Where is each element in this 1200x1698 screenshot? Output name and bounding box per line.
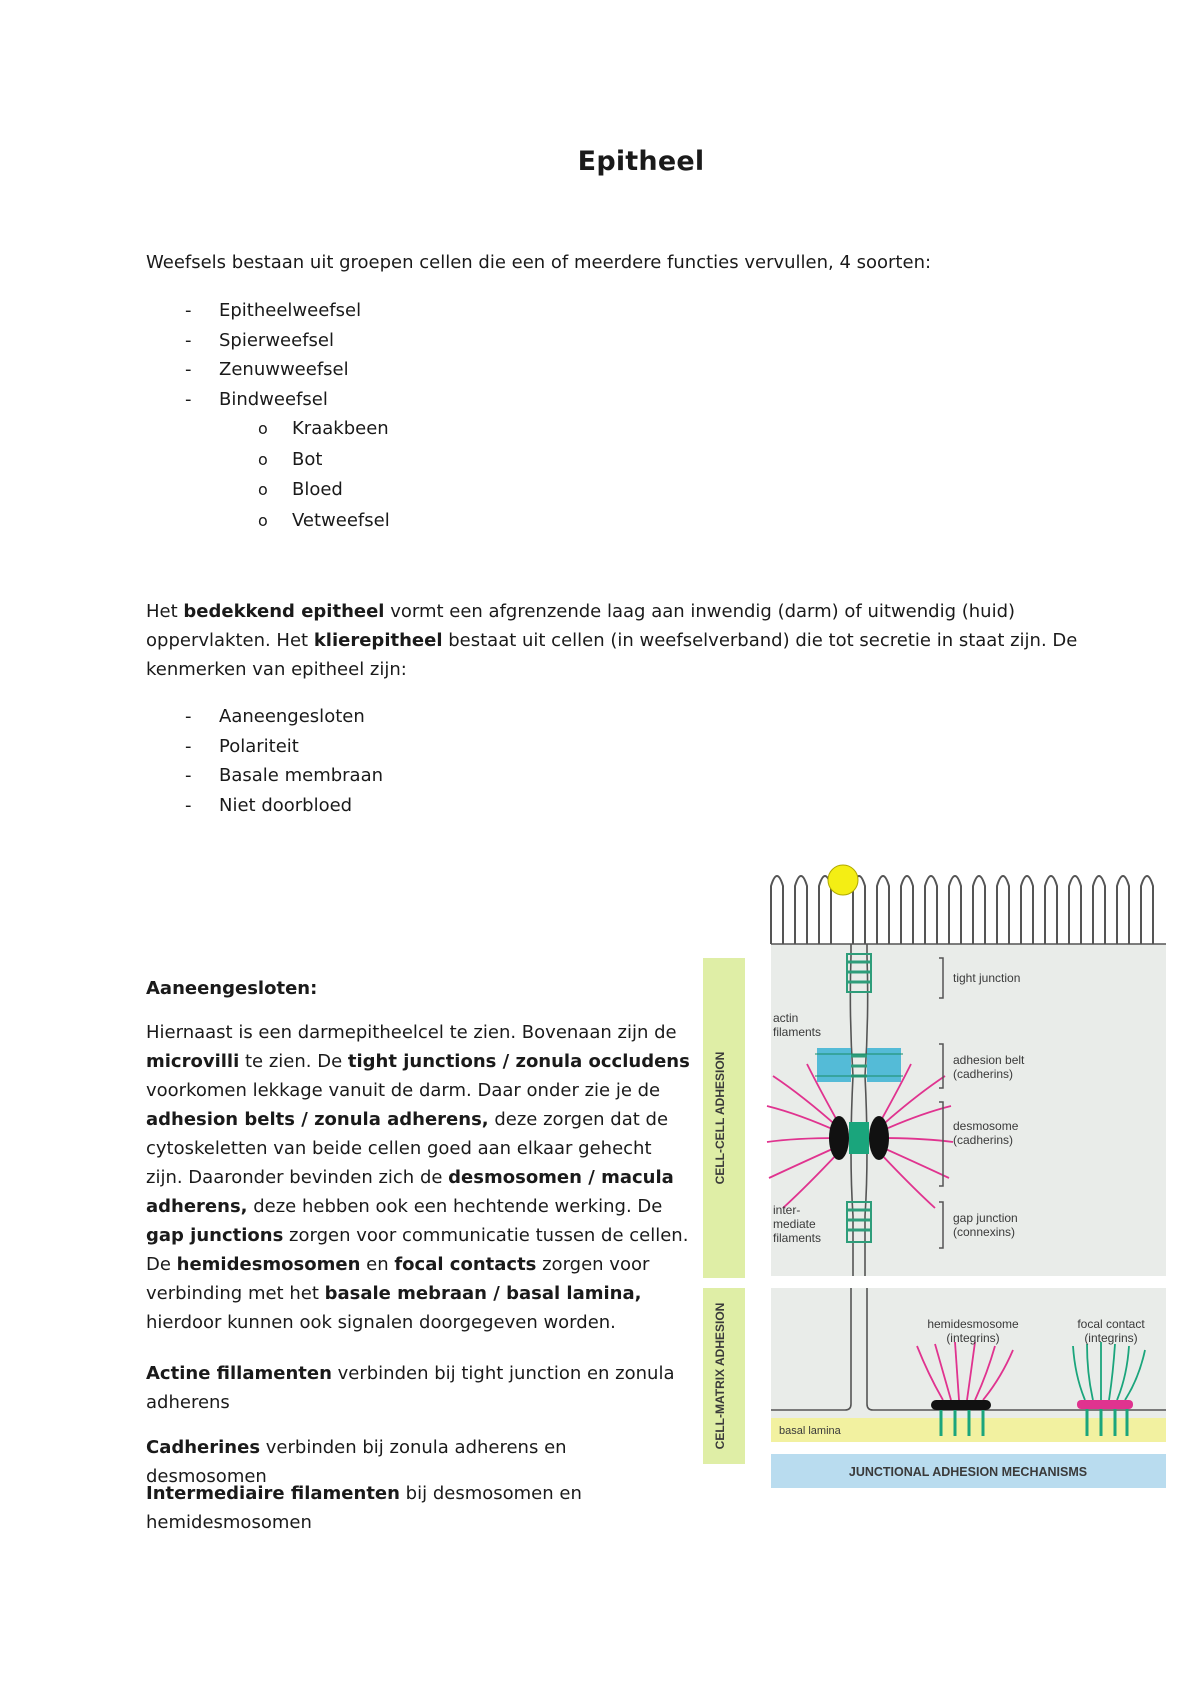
side-label-cell-cell: CELL-CELL ADHESION <box>713 1051 727 1185</box>
bold-term: basale mebraan / basal lamina, <box>324 1283 642 1304</box>
list-item: - Niet doorbloed <box>146 791 383 821</box>
text-run: en <box>360 1254 395 1275</box>
bold-term: klierepitheel <box>313 630 443 651</box>
bold-term: gap junctions <box>146 1225 284 1246</box>
tissue-types-list <box>146 296 361 414</box>
bold-term: focal contacts <box>394 1254 537 1275</box>
text-run: deze hebben ook een hechtende werking. De <box>247 1196 663 1217</box>
bold-term: desmosomen / macula adherens, <box>146 1167 674 1217</box>
list-item: - Basale membraan <box>146 761 383 791</box>
adhesion-belt-label-2: (cadherins) <box>953 1067 1014 1081</box>
actin-label-2: filaments <box>773 1025 822 1039</box>
page-title: Epitheel <box>577 146 705 177</box>
particle-icon <box>828 865 858 895</box>
inter-label-3: filaments <box>773 1231 822 1245</box>
list-item: - Epitheelweefsel <box>146 296 361 326</box>
bold-term: Actine fillamenten <box>146 1363 332 1384</box>
text-run: verbinden bij zonula adherens en desmosomen <box>146 1437 567 1487</box>
list-item: - Spierweefsel <box>146 326 361 356</box>
text-run: zorgen voor communicatie tussen de cellen. De <box>146 1225 689 1275</box>
actin-label-1: actin <box>773 1011 799 1025</box>
bindweefsel-subtypes-list <box>146 414 390 536</box>
list-item: - Bindweefsel <box>146 385 361 415</box>
text-run: bestaat uit cellen (in weefselverband) die tot secretie in staat zijn. De kenmerken van epitheel zijn: <box>146 630 1078 680</box>
side-label-cell-matrix: CELL-MATRIX ADHESION <box>713 1302 727 1450</box>
gap-junction-label-2: (connexins) <box>953 1225 1016 1239</box>
list-item: - Polariteit <box>146 732 383 762</box>
sub-list-item: o Bloed <box>146 475 390 506</box>
microvilli <box>771 876 1153 944</box>
gap-junction-label-1: gap junction <box>953 1211 1018 1225</box>
desmosome-label-2: (cadherins) <box>953 1133 1014 1147</box>
text-run: bij desmosomen en hemidesmosomen <box>146 1483 582 1533</box>
junctions-paragraph <box>146 1018 691 1337</box>
focal-contact-label-2: (integrins) <box>1084 1331 1138 1345</box>
bold-term: bedekkend epitheel <box>183 601 385 622</box>
inter-label-1: inter- <box>773 1203 801 1217</box>
tight-junction-label: tight junction <box>953 971 1021 985</box>
text-run: hierdoor kunnen ook signalen doorgegeven worden. <box>146 1312 616 1333</box>
junctional-adhesion-figure <box>703 856 1166 1490</box>
adhesion-belt-label-1: adhesion belt <box>953 1053 1025 1067</box>
text-run: Hiernaast is een darmepitheelcel te zien. Bovenaan zijn de <box>146 1022 677 1043</box>
bold-term: Cadherines <box>146 1437 261 1458</box>
epitheel-paragraph <box>146 597 1086 684</box>
characteristics-list <box>146 702 383 820</box>
sub-list-item: o Vetweefsel <box>146 506 390 537</box>
section-heading: Aaneengesloten: <box>146 978 318 999</box>
text-run: verbinden bij tight junction en zonula adherens <box>146 1363 675 1413</box>
bold-term: adhesion belts / zonula adherens, <box>146 1109 489 1130</box>
figure-footer-label: JUNCTIONAL ADHESION MECHANISMS <box>848 1465 1088 1479</box>
bold-term: microvilli <box>146 1051 240 1072</box>
text-run: Het <box>146 601 184 622</box>
hemidesmosome-label-1: hemidesmosome <box>927 1317 1019 1331</box>
list-item: - Aaneengesloten <box>146 702 383 732</box>
hemidesmosome-label-2: (integrins) <box>946 1331 1000 1345</box>
sub-list-item: o Bot <box>146 445 390 476</box>
bold-term: hemidesmosomen <box>176 1254 361 1275</box>
desmosome-label-1: desmosome <box>953 1119 1019 1133</box>
actine-paragraph <box>146 1359 691 1417</box>
text-run: zorgen voor verbinding met het <box>146 1254 650 1304</box>
cell-region-lower <box>771 1288 1166 1418</box>
intro-paragraph: Weefsels bestaan uit groepen cellen die een of meerdere functies vervullen, 4 soorten: <box>146 252 932 273</box>
text-run: voorkomen lekkage vanuit de darm. Daar onder zie je de <box>146 1080 661 1101</box>
text-run: te zien. De <box>239 1051 348 1072</box>
focal-contact-label-1: focal contact <box>1077 1317 1145 1331</box>
bold-term: tight junctions / zonula occludens <box>347 1051 690 1072</box>
sub-list-item: o Kraakbeen <box>146 414 390 445</box>
intermediaire-paragraph <box>146 1479 691 1537</box>
text-run: vormt een afgrenzende laag aan inwendig (darm) of uitwendig (huid) oppervlakten. Het <box>146 601 1016 651</box>
inter-label-2: mediate <box>773 1217 816 1231</box>
bold-term: Intermediaire filamenten <box>146 1483 400 1504</box>
basal-lamina-label: basal lamina <box>779 1425 841 1437</box>
text-run: deze zorgen dat de cytoskeletten van beide cellen goed aan elkaar gehecht zijn. Daaronder bevinden zich de <box>146 1109 669 1188</box>
list-item: - Zenuwweefsel <box>146 355 361 385</box>
